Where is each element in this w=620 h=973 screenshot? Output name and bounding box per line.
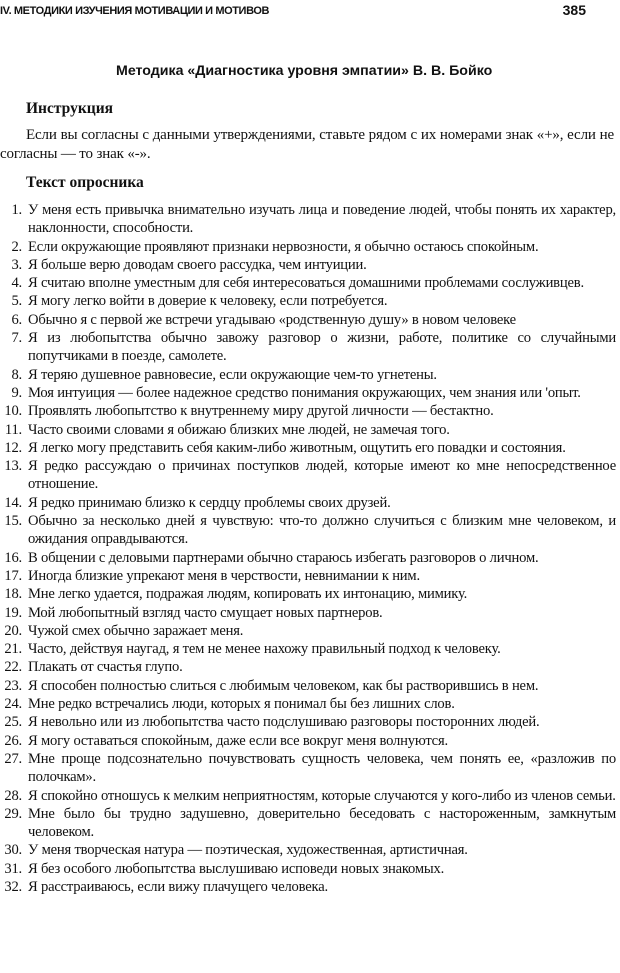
item-number: 11.	[4, 421, 22, 438]
questionnaire-item	[0, 201, 616, 238]
item-text: Я легко могу представить себя каким-либо животным, ощутить его повадки и состояния.	[28, 439, 566, 456]
questionnaire-item	[0, 713, 616, 731]
item-number: 15.	[4, 513, 22, 530]
item-number: 3.	[11, 256, 22, 273]
item-number: 26.	[4, 732, 22, 749]
item-text: Я считаю вполне уместным для себя интересоваться домашними проблемами сослуживцев.	[28, 275, 584, 292]
item-number: 4.	[11, 275, 22, 292]
item-number: 1.	[11, 202, 22, 218]
item-text: Обычно я с первой же встречи угадываю «родственную душу» в новом человеке	[28, 311, 516, 328]
item-text: Мой любопытный взгляд часто смущает новых партнеров.	[28, 604, 383, 621]
chapter-title: IV. МЕТОДИКИ ИЗУЧЕНИЯ МОТИВАЦИИ И МОТИВОВ	[0, 5, 270, 17]
item-text: Мне было бы трудно задушевно, доверительно беседовать с настороженным, замкнутым человеком.	[28, 805, 616, 841]
methodology-title: Методика «Диагностика уровня эмпатии» В. В. Бойко	[116, 63, 493, 79]
item-text: Часто своими словами я обижаю близких мне людей, не замечая того.	[28, 421, 450, 438]
item-text: Мне редко встречались люди, которых я понимал бы без лишних слов.	[28, 696, 455, 713]
item-text: Я невольно или из любопытства часто подслушиваю разговоры посторонних людей.	[28, 714, 540, 731]
item-text: У меня творческая натура — поэтическая, художественная, артистичная.	[28, 842, 468, 859]
item-number: 19.	[4, 604, 22, 621]
questionnaire-item	[0, 549, 616, 567]
item-number: 14.	[4, 494, 22, 511]
item-number: 12.	[4, 439, 22, 456]
questionnaire-item	[0, 238, 616, 256]
item-text: Иногда близкие упрекают меня в черствости, невнимании к ним.	[28, 567, 420, 584]
item-number: 9.	[11, 384, 22, 401]
item-number: 13.	[4, 458, 22, 475]
questionnaire-item	[0, 787, 616, 805]
item-number: 10.	[4, 403, 22, 420]
questionnaire-item	[0, 841, 616, 859]
item-number: 6.	[11, 311, 22, 328]
item-text: Я расстраиваюсь, если вижу плачущего человека.	[28, 878, 328, 895]
item-number: 17.	[4, 567, 22, 584]
questionnaire-item	[0, 402, 616, 420]
questionnaire-item	[0, 256, 616, 274]
running-head	[0, 2, 620, 22]
item-text: Мне легко удается, подражая людям, копировать их интонацию, мимику.	[28, 586, 468, 603]
item-number: 27.	[4, 750, 22, 767]
item-number: 16.	[4, 549, 22, 566]
item-text: Я из любопытства обычно завожу разговор о жизни, работе, политике со случайными попутчиками в поезде, самолете.	[28, 330, 616, 365]
item-text: В общении с деловыми партнерами обычно стараюсь избегать разговоров о личном.	[28, 549, 539, 566]
item-number: 21.	[4, 641, 22, 658]
questionnaire-item	[0, 329, 616, 366]
item-number: 29.	[4, 805, 22, 822]
item-number: 24.	[4, 696, 22, 713]
questionnaire-item	[0, 750, 616, 787]
questionnaire-item	[0, 384, 616, 402]
item-number: 28.	[4, 787, 22, 804]
questionnaire-item	[0, 860, 616, 878]
item-text: Я редко принимаю близко к сердцу проблемы своих друзей.	[28, 494, 391, 511]
questionnaire-heading: Текст опросника	[26, 174, 144, 191]
item-number: 8.	[11, 366, 22, 383]
questionnaire-item	[0, 567, 616, 585]
questionnaire-list	[0, 201, 616, 896]
item-text: Я без особого любопытства выслушиваю исповеди новых знакомых.	[28, 860, 445, 877]
questionnaire-item	[0, 494, 616, 512]
item-text: Я спокойно отношусь к мелким неприятностям, которые случаются у кого-либо из членов семьи.	[28, 787, 616, 804]
item-text: Проявлять любопытство к внутреннему миру другой личности — бестактно.	[28, 403, 494, 420]
questionnaire-item	[0, 311, 616, 329]
questionnaire-item	[0, 366, 616, 384]
item-text: Я больше верю доводам своего рассудка, чем интуиции.	[28, 256, 367, 273]
questionnaire-item	[0, 732, 616, 750]
item-number: 18.	[4, 586, 22, 603]
questionnaire-item	[0, 640, 616, 658]
instruction-text: Если вы согласны с данными утверждениями, ставьте рядом с их номерами знак «+», если не согласны — то знак «-».	[0, 127, 614, 162]
item-text: Я могу легко войти в доверие к человеку, если потребуется.	[28, 293, 388, 310]
item-text: Я редко рассуждаю о причинах поступков людей, которые имеют ко мне непосредственное отношение.	[28, 458, 616, 493]
item-text: Чужой смех обычно заражает меня.	[28, 622, 244, 639]
item-number: 22.	[4, 659, 22, 676]
page-number: 385	[562, 2, 586, 18]
item-number: 23.	[4, 677, 22, 694]
item-text: Мне проще подсознательно почувствовать сущность человека, чем понять ее, «разложив по полочкам».	[28, 750, 616, 786]
item-text: Я могу оставаться спокойным, даже если все вокруг меня волнуются.	[28, 732, 448, 749]
questionnaire-item	[0, 677, 616, 695]
item-number: 2.	[11, 238, 22, 255]
questionnaire-item	[0, 421, 616, 439]
questionnaire-item	[0, 439, 616, 457]
item-number: 7.	[11, 330, 22, 347]
questionnaire-item	[0, 604, 616, 622]
questionnaire-item	[0, 878, 616, 896]
item-number: 20.	[4, 622, 22, 639]
item-text: Я теряю душевное равновесие, если окружающие чем-то угнетены.	[28, 366, 437, 383]
item-text: Обычно за несколько дней я чувствую: что-то должно случиться с близким мне человеком, и ожидания оправдываются.	[28, 513, 616, 548]
item-text: Если окружающие проявляют признаки нервозности, я обычно остаюсь спокойным.	[28, 238, 539, 255]
questionnaire-item	[0, 805, 616, 842]
item-number: 32.	[4, 878, 22, 895]
questionnaire-item	[0, 274, 616, 292]
questionnaire-item	[0, 695, 616, 713]
item-number: 5.	[11, 293, 22, 310]
questionnaire-item	[0, 622, 616, 640]
item-number: 31.	[4, 860, 22, 877]
item-number: 30.	[4, 842, 22, 859]
item-text: Часто, действуя наугад, я тем не менее нахожу правильный подход к человеку.	[28, 641, 501, 658]
instruction-heading: Инструкция	[26, 100, 114, 117]
questionnaire-item	[0, 658, 616, 676]
questionnaire-item	[0, 512, 616, 549]
item-text: У меня есть привычка внимательно изучать лица и поведение людей, чтобы понять их характер, наклонности, способности.	[28, 202, 616, 237]
item-text: Моя интуиция — более надежное средство понимания окружающих, чем знания или 'опыт.	[28, 384, 581, 401]
item-number: 25.	[4, 714, 22, 731]
item-text: Плакать от счастья глупо.	[28, 659, 183, 676]
item-text: Я способен полностью слиться с любимым человеком, как бы растворившись в нем.	[28, 677, 539, 694]
questionnaire-item	[0, 585, 616, 603]
questionnaire-item	[0, 292, 616, 310]
questionnaire-item	[0, 457, 616, 494]
